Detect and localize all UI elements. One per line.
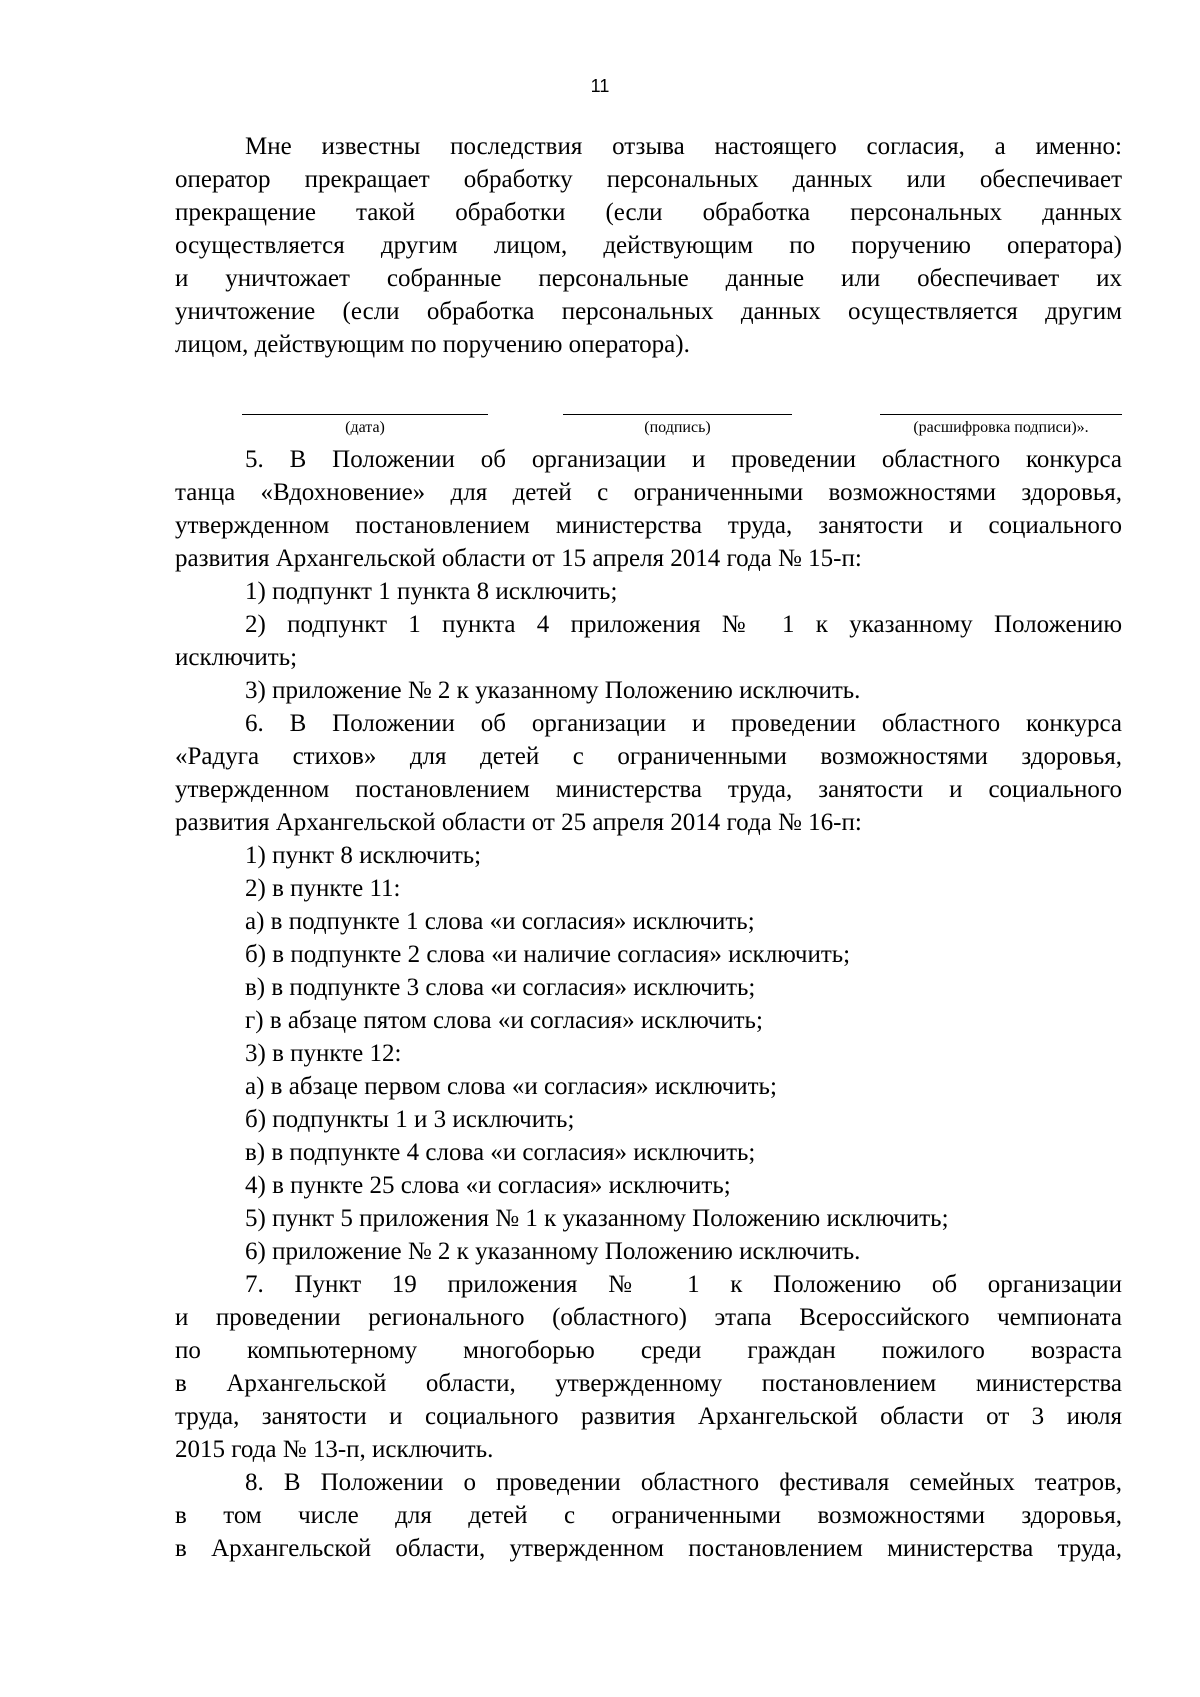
body-line: г) в абзаце пятом слова «и согласия» исключить; (245, 1007, 763, 1034)
body-line: 5) пункт 5 приложения № 1 к указанному Положению исключить; (245, 1205, 949, 1232)
body-line: исключить; (175, 644, 298, 671)
body-line: развития Архангельской области от 15 апреля 2014 года № 15-п: (175, 545, 862, 572)
consent-line: Мне известны последствия отзыва настоящего согласия, а именно: (245, 133, 1122, 160)
body-line: 5. В Положении об организации и проведении областного конкурса (245, 446, 1122, 473)
consent-line: осуществляется другим лицом, действующим по поручению оператора) (175, 232, 1122, 259)
body-line: 8. В Положении о проведении областного фестиваля семейных театров, (245, 1469, 1122, 1496)
date-label: (дата) (345, 419, 385, 436)
body-line: 6) приложение № 2 к указанному Положению исключить. (245, 1238, 861, 1265)
page-number: 11 (590, 76, 610, 96)
date-signature-line (242, 414, 488, 415)
body-line: танца «Вдохновение» для детей с ограниченными возможностями здоровья, (175, 479, 1122, 506)
body-line: 7. Пункт 19 приложения № 1 к Положению об организации (245, 1271, 1122, 1298)
body-line: развития Архангельской области от 25 апреля 2014 года № 16-п: (175, 809, 862, 836)
body-line: 1) подпункт 1 пункта 8 исключить; (245, 578, 618, 605)
body-line: в) в подпункте 4 слова «и согласия» исключить; (245, 1139, 756, 1166)
body-line: утвержденном постановлением министерства труда, занятости и социального (175, 512, 1122, 539)
body-line: 3) в пункте 12: (245, 1040, 402, 1067)
body-line: 6. В Положении об организации и проведении областного конкурса (245, 710, 1122, 737)
decoding-label: (расшифровка подписи)». (913, 419, 1089, 436)
body-line: 2) в пункте 11: (245, 875, 401, 902)
body-line: 1) пункт 8 исключить; (245, 842, 482, 869)
consent-line: прекращение такой обработки (если обработка персональных данных (175, 199, 1122, 226)
body-line: 2015 года № 13-п, исключить. (175, 1436, 494, 1463)
body-line: в Архангельской области, утвержденном постановлением министерства труда, (175, 1535, 1122, 1562)
body-line: в) в подпункте 3 слова «и согласия» исключить; (245, 974, 756, 1001)
consent-line: оператор прекращает обработку персональных данных или обеспечивает (175, 166, 1122, 193)
body-line: а) в подпункте 1 слова «и согласия» исключить; (245, 908, 755, 935)
body-line: по компьютерному многоборью среди граждан пожилого возраста (175, 1337, 1122, 1364)
body-line: в том числе для детей с ограниченными возможностями здоровья, (175, 1502, 1122, 1529)
body-line: 2) подпункт 1 пункта 4 приложения № 1 к указанному Положению (245, 611, 1122, 638)
consent-line: уничтожение (если обработка персональных данных осуществляется другим (175, 298, 1122, 325)
body-line: утвержденном постановлением министерства труда, занятости и социального (175, 776, 1122, 803)
body-line: «Радуга стихов» для детей с ограниченными возможностями здоровья, (175, 743, 1122, 770)
body-line: а) в абзаце первом слова «и согласия» исключить; (245, 1073, 777, 1100)
decoding-signature-line (880, 414, 1122, 415)
consent-line: и уничтожает собранные персональные данные или обеспечивает их (175, 265, 1122, 292)
body-line: 3) приложение № 2 к указанному Положению исключить. (245, 677, 861, 704)
body-line: труда, занятости и социального развития Архангельской области от 3 июля (175, 1403, 1122, 1430)
body-line: в Архангельской области, утвержденному постановлением министерства (175, 1370, 1122, 1397)
body-line: б) подпункты 1 и 3 исключить; (245, 1106, 575, 1133)
body-line: 4) в пункте 25 слова «и согласия» исключить; (245, 1172, 731, 1199)
body-line: и проведении регионального (областного) этапа Всероссийского чемпионата (175, 1304, 1122, 1331)
signature-label: (подпись) (644, 419, 711, 436)
body-line: б) в подпункте 2 слова «и наличие согласия» исключить; (245, 941, 851, 968)
consent-line: лицом, действующим по поручению оператора). (175, 331, 690, 358)
signature-line (563, 414, 792, 415)
